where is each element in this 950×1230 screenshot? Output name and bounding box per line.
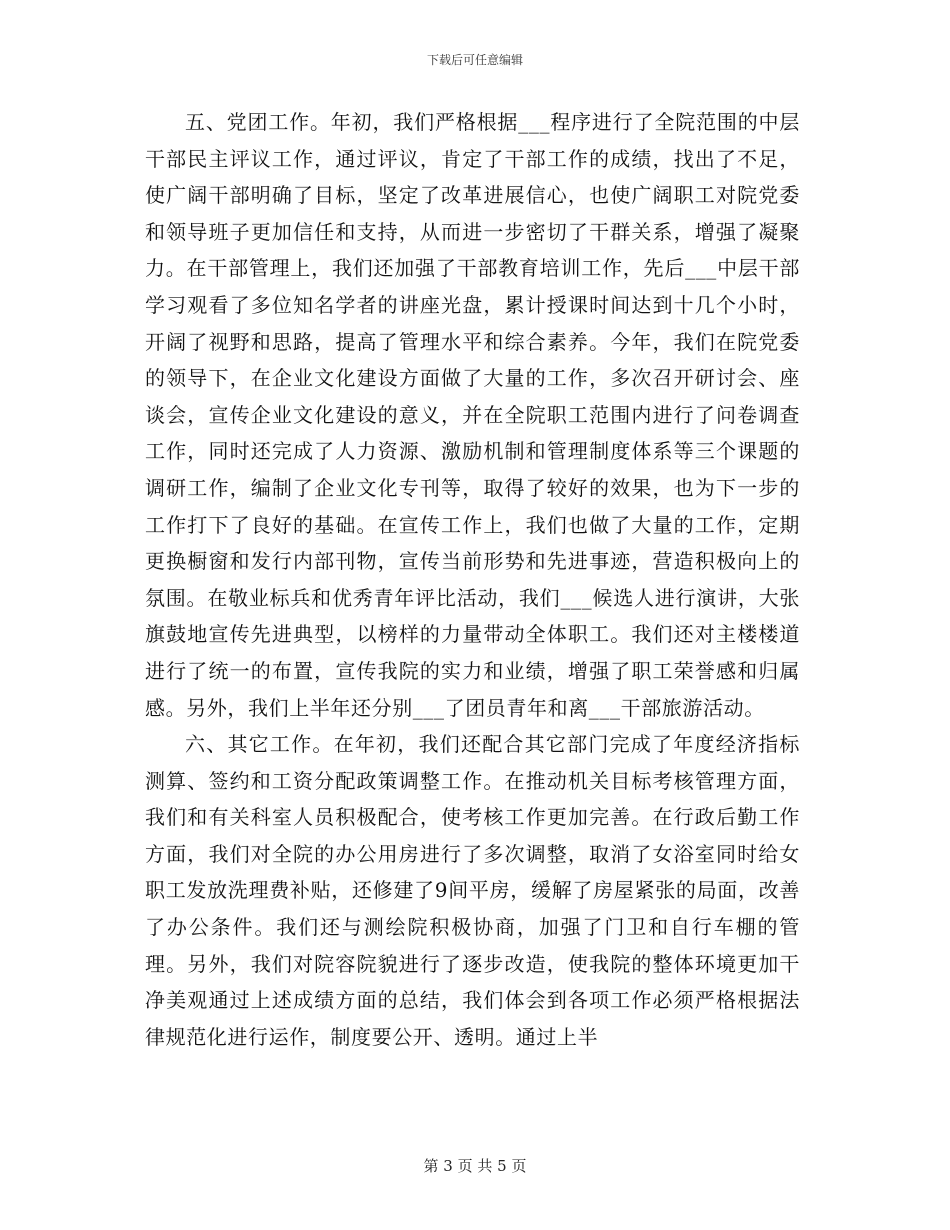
page-number-footer: 第 3 页 共 5 页 [423,1157,527,1175]
page-header: 下载后可任意编辑 [426,53,523,67]
paragraph-other-work: 六、其它工作。在年初，我们还配合其它部门完成了年度经济指标测算、签约和工资分配政策调整工作。在推动机关目标考核管理方面，我们和有关科室人员积极配合，使考核工作更加完善。在行政后勤工作方面，我们对全院的办公用房进行了多次调整，取消了女浴室同时给女职工发放洗理费补贴，还修建了9间平房，缓解了房屋紧张的局面，改善了办公条件。我们还与测绘院积极协商，加强了门卫和自行车棚的管理。另外，我们对院容院貌进行了逐步改造，使我院的整体环境更加干净美观通过上述成绩方面的总结，我们体会到各项工作必须严格根据法律规范化进行运作，制度要公开、透明。通过上半 [145,732,800,1049]
document-body [145,104,800,1055]
paragraph-party-work: 五、党团工作。年初，我们严格根据___程序进行了全院范围的中层干部民主评议工作，通过评议，肯定了干部工作的成绩，找出了不足，使广阔干部明确了目标，坚定了改革进展信心，也使广阔职工对院党委和领导班子更加信任和支持，从而进一步密切了干群关系，增强了凝聚力。在干部管理上，我们还加强了干部教育培训工作，先后___中层干部学习观看了多位知名学者的讲座光盘，累计授课时间达到十几个小时，开阔了视野和思路，提高了管理水平和综合素养。今年，我们在院党委的领导下，在企业文化建设方面做了大量的工作，多次召开研讨会、座谈会，宣传企业文化建设的意义，并在全院职工范围内进行了问卷调查工作，同时还完成了人力资源、激励机制和管理制度体系等三个课题的调研工作，编制了企业文化专刊等，取得了较好的效果，也为下一步的工作打下了良好的基础。在宣传工作上，我们也做了大量的工作，定期更换橱窗和发行内部刊物，宣传当前形势和先进事迹，营造积极向上的氛围。在敬业标兵和优秀青年评比活动，我们___候选人进行演讲，大张旗鼓地宣传先进典型，以榜样的力量带动全体职工。我们还对主楼楼道进行了统一的布置，宣传我院的实力和业绩，增强了职工荣誉感和归属感。另外，我们上半年还分别___了团员青年和离___干部旅游活动。 [145,110,800,720]
